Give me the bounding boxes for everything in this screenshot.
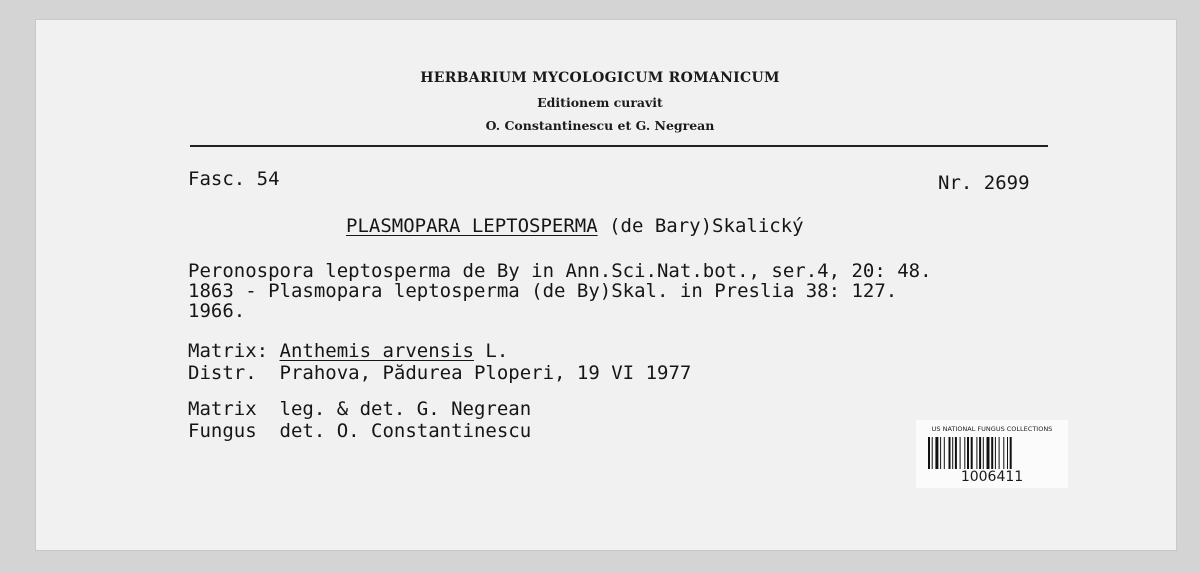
- matrix-row: [188, 342, 508, 361]
- barcode-collection-name: US NATIONAL FUNGUS COLLECTIONS: [931, 425, 1053, 433]
- collector-key: Matrix: [188, 398, 280, 420]
- exsiccata-number: Nr. 2699: [938, 172, 1030, 194]
- fungus-value: det. O. Constantinescu: [279, 420, 532, 442]
- header-divider: [190, 145, 1048, 147]
- herbarium-title: HERBARIUM MYCOLOGICUM ROMANICUM: [420, 70, 780, 86]
- distr-key: Distr.: [188, 362, 280, 384]
- taxon-author: (de Bary)Skalický: [597, 215, 804, 237]
- distr-value: Prahova, Pădurea Ploperi, 19 VI 1977: [279, 362, 692, 384]
- matrix-host: Anthemis arvensis: [279, 340, 474, 362]
- barcode-icon: [928, 437, 1056, 469]
- matrix-key: Matrix:: [188, 340, 280, 362]
- fascicle-number: Fasc. 54: [188, 168, 280, 190]
- collector-value: leg. & det. G. Negrean: [279, 398, 532, 420]
- synonymy-line-3: 1966.: [188, 300, 246, 322]
- fungus-key: Fungus: [188, 420, 280, 442]
- synonymy-line-2: 1863 - Plasmopara leptosperma (de By)Skal. in Preslia 38: 127.: [188, 280, 898, 302]
- matrix-host-author: L.: [473, 340, 509, 362]
- herbarium-editors: O. Constantinescu et G. Negrean: [485, 118, 715, 133]
- synonymy-line-1: Peronospora leptosperma de By in Ann.Sci.Nat.bot., ser.4, 20: 48.: [188, 260, 932, 282]
- barcode-number: 1006411: [960, 469, 1024, 485]
- collector-row: [188, 400, 531, 419]
- fungus-row: [188, 422, 531, 441]
- taxon-binomial: PLASMOPARA LEPTOSPERMA: [346, 215, 598, 237]
- barcode-sticker: [916, 420, 1068, 488]
- distribution-row: [188, 364, 691, 383]
- herbarium-subtitle: Editionem curavit: [537, 95, 663, 110]
- taxon-name: [346, 217, 804, 236]
